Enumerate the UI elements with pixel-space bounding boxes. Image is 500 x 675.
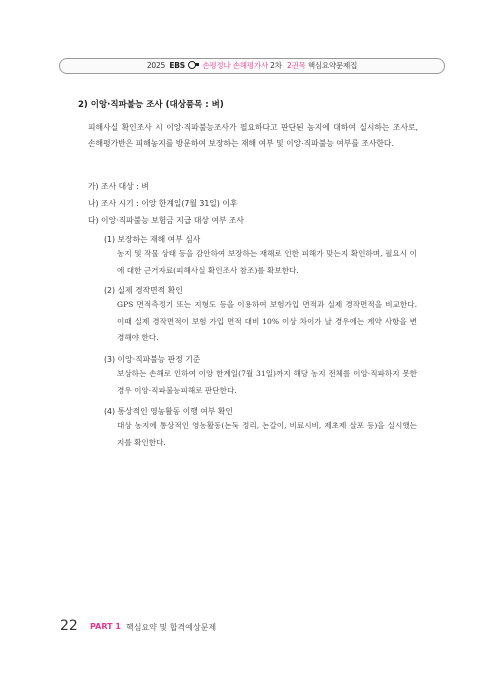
header-volume: 2권목 (286, 61, 306, 70)
item-eligibility: 다) 이앙·직파불능 보험금 지급 대상 여부 조사 (88, 216, 244, 225)
subitem-title: (3) 이앙·직파불능 판정 기준 (104, 355, 201, 364)
subitem-title: (1) 보장하는 재해 여부 심사 (104, 235, 201, 244)
header-subtitle: 핵심요약문제집 (307, 61, 358, 70)
item-timing: 나) 조사 시기 : 이앙 한계일(7월 31일) 이후 (88, 199, 238, 208)
running-header (59, 58, 445, 74)
subitem-title: (4) 통상적인 영농활동 이행 여부 확인 (104, 407, 233, 416)
section-intro: 피해사실 확인조사 시 이앙·직파불능조사가 필요하다고 판단된 농지에 대하여 실시하는 조사로, 손해평가반은 피해농지를 방문하여 보장하는 재해 여부 및 이앙·직파불능 여부를 조사한다. (88, 123, 418, 148)
subitem-title: (2) 실제 경작면적 확인 (104, 286, 183, 295)
subitem-body: GPS 면적측정기 또는 지형도 등을 이용하여 보험가입 면적과 실제 경작면적을 비교한다. 이때 실제 경작면적이 보험 가입 면적 대비 10% 이상 차이가 날 경우에는 계약 사항을 변경해야 한다. (117, 300, 417, 342)
item-target: 가) 조사 대상 : 벼 (88, 182, 149, 191)
footer-part-label: PART 1 (90, 622, 121, 631)
header-book-title: 손평정나 손해평가사 (202, 61, 268, 70)
section-title: 2) 이앙·직파불능 조사 (대상품목 : 벼) (78, 100, 224, 110)
header-year: 2025 (146, 61, 166, 70)
subitem-body: 농지 및 작물 상태 등을 감안하여 보장하는 재해로 인한 피해가 맞는지 확인하며, 필요시 이에 대한 근거자료(피해사실 확인조사 참조)를 확보한다. (117, 249, 417, 275)
subitem-body: 대상 농지에 통상적인 영농활동(논둑 정리, 논갈이, 비료시비, 제초제 살포 등)을 실시했는지를 확인한다. (117, 421, 417, 447)
page-number: 22 (60, 618, 78, 634)
subitem-body: 보상하는 손해로 인하여 이앙 한계일(7월 31일)까지 해당 농지 전체를 이앙·직파하지 못한 경우 이앙·직파불능피해로 판단한다. (117, 369, 417, 395)
header-round: 2차 (270, 61, 282, 70)
header-brand: EBS (169, 61, 185, 70)
ebs-logo-icon (188, 61, 196, 69)
footer-part-title: 핵심요약 및 합격예상문제 (126, 623, 217, 632)
